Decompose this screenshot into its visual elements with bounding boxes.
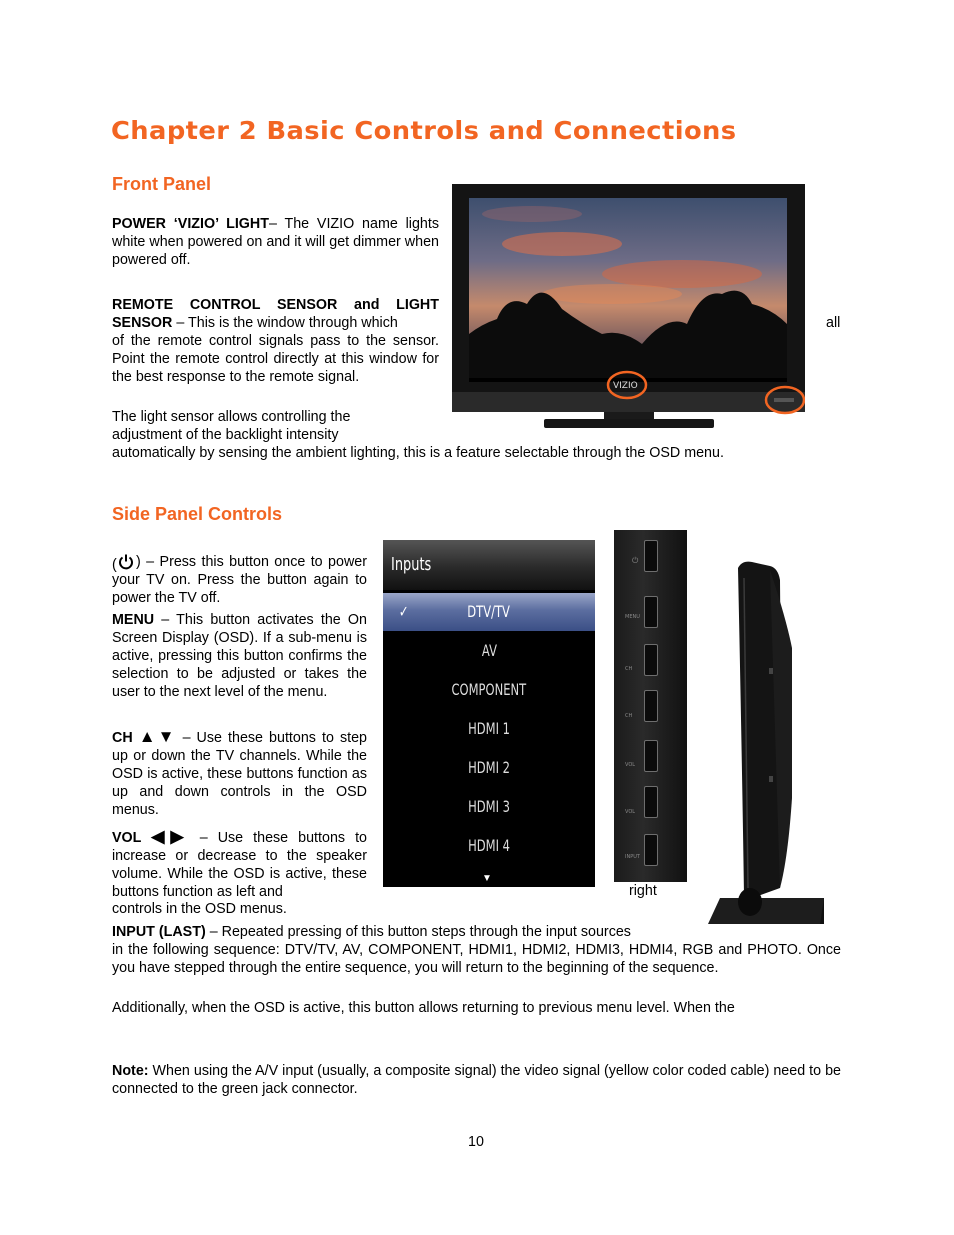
- vol-arrows-icon: ◀▶: [151, 827, 190, 846]
- power-light-label: POWER ‘VIZIO’ LIGHT: [112, 216, 269, 232]
- strip-label-menu: MENU: [625, 614, 640, 620]
- tv-logo: VIZIO: [613, 381, 638, 391]
- check-icon: ✓: [398, 602, 409, 621]
- osd-item-component: COMPONENT: [451, 680, 527, 699]
- strip-power-icon: ⏻: [632, 556, 639, 565]
- power-open-paren: (: [112, 557, 117, 573]
- osd-title: Inputs: [391, 554, 432, 575]
- ch-label: CH: [112, 730, 133, 746]
- note-label: Note:: [112, 1063, 149, 1079]
- front-panel-heading: Front Panel: [112, 174, 212, 194]
- input-label: INPUT (LAST): [112, 924, 206, 940]
- strip-power-button: [644, 540, 658, 572]
- strip-input-button: [644, 834, 658, 866]
- power-light-paragraph: [112, 215, 439, 269]
- menu-paragraph: [112, 611, 367, 701]
- note-text: When using the A/V input (usually, a composite signal) the video signal (yellow color coded cable) need to be connected to the green jack connector.: [112, 1063, 841, 1097]
- osd-item-hdmi2: HDMI 2: [468, 758, 510, 777]
- light-sensor-line-1: The light sensor allows controlling the: [112, 409, 351, 425]
- vol-text: – Use these buttons to increase or decrease to the speaker volume. While the OSD is active, these buttons function as left and: [112, 830, 367, 900]
- tv-side-profile-image: [700, 558, 828, 926]
- strip-menu-button: [644, 596, 658, 628]
- remote-sensor-label: REMOTE CONTROL SENSOR and LIGHT SENSOR: [112, 297, 439, 331]
- tv-front-image: [452, 184, 805, 429]
- additional-text: Additionally, when the OSD is active, this button allows returning to previous menu level. When the: [112, 1000, 735, 1016]
- remote-sensor-text: – This is the window through which: [176, 315, 398, 331]
- light-sensor-line-2: adjustment of the backlight intensity: [112, 427, 339, 443]
- power-button-text: ) – Press this button once to power your TV on. Press the button again to power the TV off.: [112, 554, 367, 606]
- strip-label-ch-up: CH: [625, 666, 633, 672]
- strip-label-vol-down: VOL: [625, 809, 636, 815]
- side-panel-heading: Side Panel Controls: [112, 504, 283, 524]
- osd-item-hdmi1: HDMI 1: [468, 719, 510, 738]
- ch-text: – Use these buttons to step up or down the TV channels. While the OSD is active, these buttons function as up and down controls in the OSD menus.: [112, 730, 367, 818]
- strip-ch-down-button: [644, 690, 658, 722]
- chapter-title: Chapter 2 Basic Controls and Connections: [111, 116, 737, 145]
- osd-inputs-menu: [383, 540, 595, 887]
- osd-item-dtv: ✓ DTV/TV: [383, 593, 595, 631]
- more-arrow-icon: ▼: [482, 873, 492, 884]
- vol-text-end: controls in the OSD menus.: [112, 901, 287, 917]
- input-line-1: [112, 923, 631, 941]
- remote-sensor-paragraph: [112, 296, 439, 332]
- osd-title-bar: [383, 540, 595, 590]
- menu-label: MENU: [112, 612, 155, 628]
- ch-arrows-icon: ▲▼: [138, 727, 177, 746]
- remote-sensor-text-right: all: [826, 315, 841, 331]
- strip-ch-up-button: [644, 644, 658, 676]
- page-number: 10: [468, 1134, 484, 1150]
- osd-item-av: AV: [481, 641, 497, 660]
- input-text-2: in the following sequence: DTV/TV, AV, COMPONENT, HDMI1, HDMI2, HDMI3, HDMI4, RGB and PHOTO. Once you have stepped through the entire sequence, you will return to the beginning of the sequence.: [112, 942, 841, 976]
- note-paragraph: [112, 1062, 841, 1098]
- light-sensor-line-3: automatically by sensing the ambient lighting, this is a feature selectable through the OSD menu.: [112, 445, 724, 461]
- vol-label: VOL: [112, 830, 142, 846]
- power-light-text: – The VIZIO name lights white when powered on and it will get dimmer when powered off.: [112, 216, 439, 268]
- ch-paragraph: [112, 728, 367, 819]
- side-control-strip: [614, 530, 687, 882]
- input-text-1: – Repeated pressing of this button steps through the input sources: [209, 924, 631, 940]
- remote-sensor-text-cont: of the remote control signals pass to the sensor. Point the remote control directly at this window for the best response to the remote signal.: [112, 333, 439, 385]
- menu-text: – This button activates the On Screen Display (OSD). If a sub-menu is active, pressing this button confirms the selection to be adjusted or takes the user to the next level of the menu.: [112, 612, 367, 700]
- vol-text-right: right: [629, 883, 657, 899]
- strip-vol-down-button: [644, 786, 658, 818]
- strip-label-vol-up: VOL: [625, 762, 636, 768]
- osd-item-hdmi4: HDMI 4: [468, 836, 510, 855]
- vol-paragraph: [112, 828, 367, 901]
- strip-label-input: INPUT: [625, 854, 640, 860]
- strip-label-ch-down: CH: [625, 713, 633, 719]
- osd-item-hdmi3: HDMI 3: [468, 797, 510, 816]
- strip-vol-up-button: [644, 740, 658, 772]
